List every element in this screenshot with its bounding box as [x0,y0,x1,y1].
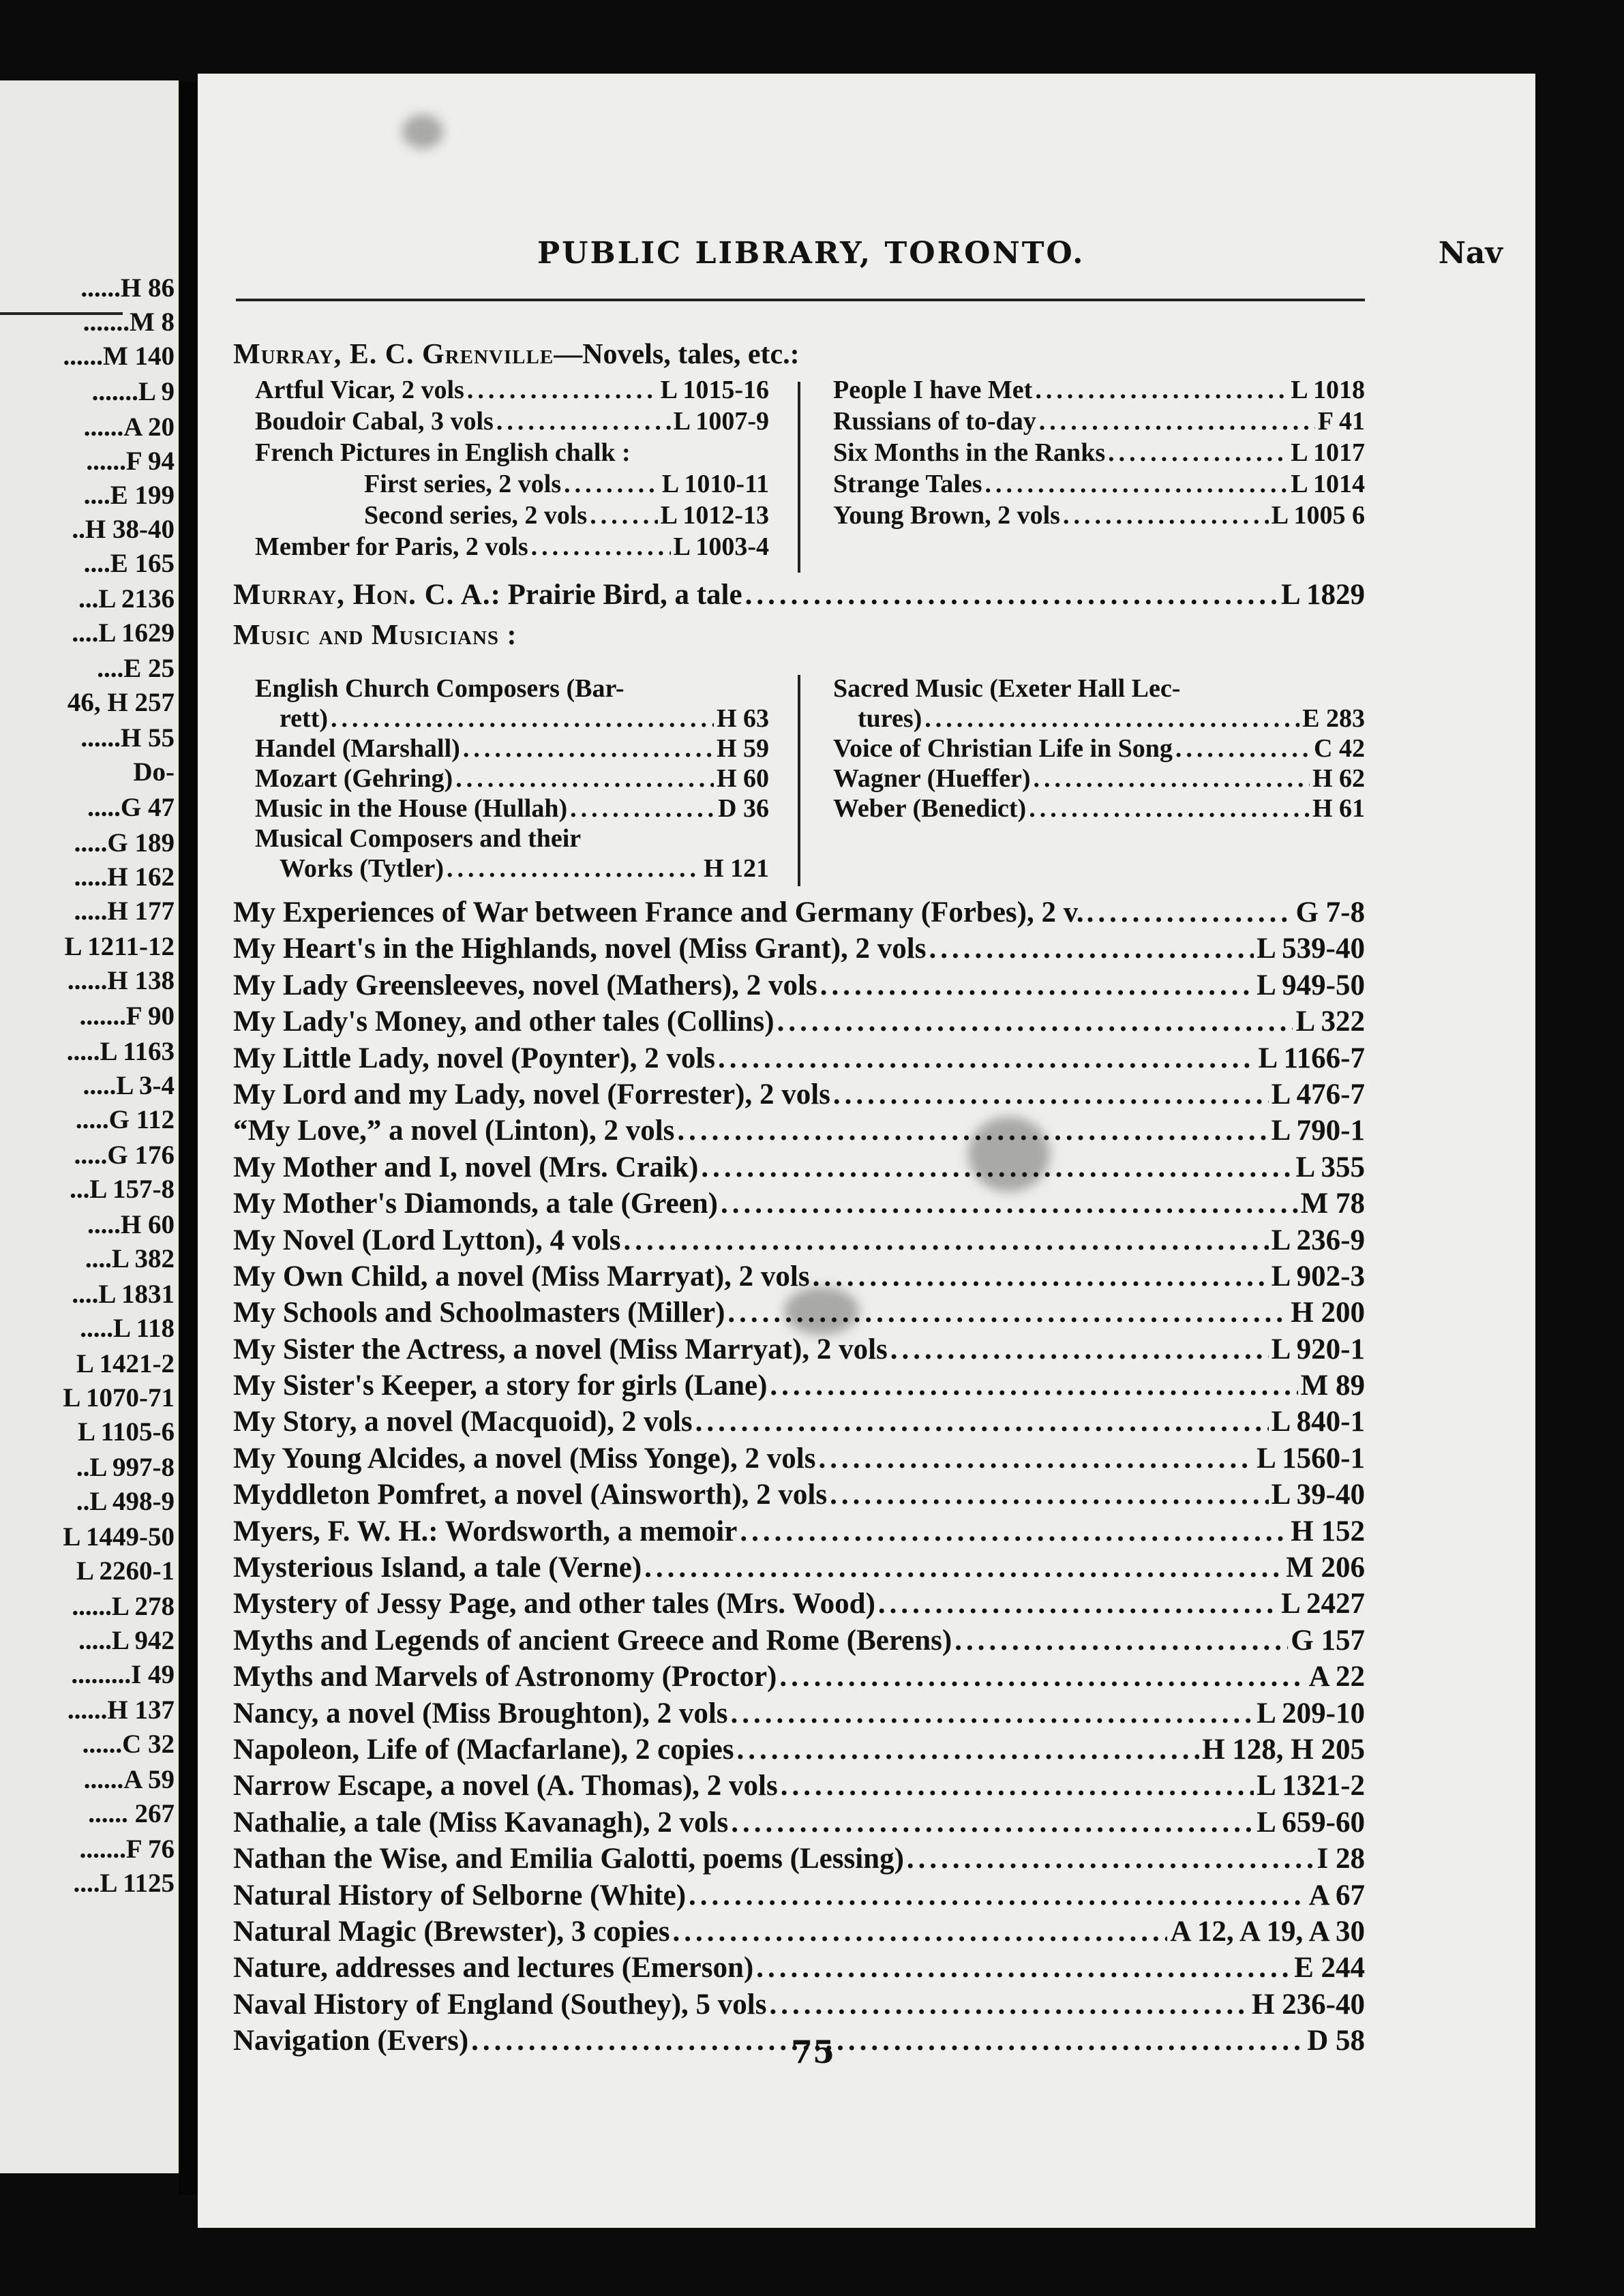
catalogue-entry [233,1842,1365,1878]
left-page-line: ...L 157-8 [70,1175,175,1204]
left-page-line: ....L 1629 [72,618,175,648]
catalogue-page [198,74,1535,2228]
entry-title: My Own Child, a novel (Miss Marryat), 2 vols [233,1260,810,1293]
left-page-line: ...L 2136 [78,584,175,614]
shelf-mark: A 22 [1308,1661,1365,1693]
shelf-mark: E 283 [1302,704,1365,733]
entry-title: Wagner (Hueffer) [833,764,1031,793]
dot-leader [677,1114,1268,1147]
shelf-mark: H 128, H 205 [1202,1733,1365,1766]
left-page-line: ...... 267 [88,1799,175,1828]
shelf-mark: D 36 [718,794,769,823]
left-page-line: .....H 60 [87,1210,175,1239]
dot-leader [833,1078,1269,1111]
shelf-mark: L 920-1 [1271,1333,1365,1365]
catalogue-entry [233,1988,1365,2024]
shelf-mark: L 1012-13 [660,501,769,530]
dot-leader [689,1879,1306,1912]
heading-rest: —Novels, tales, etc.: [554,339,800,370]
shelf-mark: G 7-8 [1295,896,1365,928]
shelf-mark: L 539-40 [1257,933,1365,965]
shelf-mark: L 209-10 [1257,1697,1365,1729]
music-left-column [255,674,769,883]
left-page-line: ......A 20 [83,412,175,442]
entry-title: Nancy, a novel (Miss Broughton), 2 vols [233,1697,728,1729]
catalogue-row [255,854,769,883]
catalogue-row [255,704,769,734]
entry-title: Mozart (Gehring) [255,764,453,793]
dot-leader [695,1405,1269,1438]
left-page-line: ......A 59 [83,1765,175,1794]
dot-leader [736,1733,1199,1766]
catalogue-row [255,824,769,854]
dot-leader [564,469,659,499]
shelf-mark: H 60 [716,764,769,793]
dot-leader [1039,406,1315,436]
ink-smudge [402,115,443,149]
dot-leader [820,969,1254,1002]
entry-title: Weber (Benedict) [833,794,1027,823]
entry-title: Artful Vicar, 2 vols [255,376,464,404]
entry-title: Myths and Marvels of Astronomy (Proctor) [233,1661,777,1693]
entry-title: My Heart's in the Highlands, novel (Miss Grant), 2 vols [233,933,927,965]
entry-title: My Sister's Keeper, a story for girls (Lane) [233,1370,768,1402]
catalogue-entry [233,896,1365,932]
shelf-mark: L 1005 6 [1271,501,1365,530]
dot-leader [727,1296,1288,1329]
catalogue-entry [233,1879,1365,1915]
left-page-line: .........I 49 [71,1660,175,1689]
left-page-line: ....E 199 [83,481,175,510]
catalogue-entry [233,1078,1365,1114]
left-page-line: .....G 112 [75,1105,175,1134]
dot-leader [467,375,658,405]
dot-leader [447,854,701,883]
guide-word: Nav [1438,236,1503,271]
dot-leader [779,1660,1306,1693]
entry-title: My Story, a novel (Macquoid), 2 vols [233,1406,693,1438]
left-page-line: .....G 176 [74,1141,175,1170]
dot-leader [570,794,715,824]
catalogue-entry [233,969,1365,1005]
dot-leader [1035,375,1288,405]
page-title: PUBLIC LIBRARY, TORONTO. [537,236,1085,271]
dot-leader [769,1988,1249,2021]
dot-leader [1029,794,1310,824]
left-page-line: L 1105-6 [78,1417,175,1447]
catalogue-row [255,375,769,406]
left-page-line: ......M 140 [63,342,175,371]
shelf-mark: C 42 [1314,734,1365,763]
left-page-line: ......H 55 [80,723,175,753]
header-rule [236,299,1365,301]
dot-leader [985,469,1289,499]
entry-title: Six Months in the Ranks [833,438,1106,467]
entry-title: First series, 2 vols [364,470,562,498]
dot-leader [672,1915,1167,1948]
catalogue-entry [233,1951,1365,1987]
catalogue-entry [233,1733,1365,1769]
shelf-mark: G 157 [1291,1624,1365,1657]
section-heading-music: Music and Musicians : [233,620,517,651]
dot-leader [463,734,714,764]
left-page-line: ..L 498-9 [76,1487,175,1516]
catalogue-row [255,532,769,563]
entry-murray-ca [233,578,1365,616]
shelf-mark: M 206 [1286,1552,1365,1584]
entry-title: Handel (Marshall) [255,734,460,763]
shelf-mark: A 67 [1308,1879,1365,1912]
left-page-line: ....L 1831 [72,1280,175,1309]
left-page-line: ......C 32 [82,1729,175,1759]
catalogue-row [833,500,1365,532]
dot-leader [770,1369,1297,1402]
shelf-mark: L 949-50 [1257,969,1365,1001]
shelf-mark: L 902-3 [1271,1260,1365,1293]
shelf-mark: A 12, A 19, A 30 [1170,1915,1365,1948]
murray-ec-right-column [833,375,1365,532]
shelf-mark: L 1166-7 [1258,1042,1365,1074]
dot-leader [731,1697,1254,1730]
left-page-line: ....L 1125 [73,1869,175,1898]
shelf-mark: L 355 [1295,1151,1365,1183]
catalogue-entry [233,1551,1365,1587]
catalogue-entry [233,1915,1365,1951]
entry-title: French Pictures in English chalk : [255,438,631,467]
entry-title: Nature, addresses and lectures (Emerson) [233,1952,754,1984]
shelf-mark: D 58 [1307,2025,1365,2057]
catalogue-row [255,500,769,532]
shelf-mark: L 1560-1 [1257,1442,1365,1475]
catalogue-row [255,764,769,794]
left-page-line: 46, H 257 [67,688,175,717]
shelf-mark: L 322 [1295,1006,1365,1038]
entry-title: My Young Alcides, a novel (Miss Yonge), 2 vols [233,1442,816,1475]
shelf-mark: L 39-40 [1271,1479,1365,1511]
catalogue-entry [233,1769,1365,1805]
catalogue-row [255,734,769,764]
dot-leader [813,1260,1269,1293]
shelf-mark: H 236-40 [1251,1988,1365,2021]
entry-title: Works (Tytler) [280,854,444,883]
catalogue-entry [233,1369,1365,1405]
catalogue-entry [233,1042,1365,1078]
entry-title: rett) [280,704,329,733]
left-page-line: .....G 189 [74,828,175,858]
left-page-line: ....E 25 [97,654,175,683]
shelf-mark: M 78 [1300,1188,1365,1220]
catalogue-row [833,375,1365,406]
entry-title: Member for Paris, 2 vols [255,532,528,561]
left-page-line: ..L 997-8 [76,1453,175,1482]
dot-leader [818,1442,1254,1475]
dot-leader [1063,500,1269,530]
catalogue-row [255,674,769,704]
dot-leader [1034,764,1310,794]
catalogue-entry [233,1624,1365,1660]
catalogue-row [833,406,1365,438]
dot-leader [471,2024,1304,2057]
catalogue-entry [233,1660,1365,1696]
dot-leader [496,406,671,436]
music-right-column [833,674,1365,824]
entry-title: Musical Composers and their [255,824,582,853]
left-page-line: L 1211-12 [64,932,175,961]
entry-title: Naval History of England (Southey), 5 vols [233,1988,767,2021]
entry-title: Mysterious Island, a tale (Verne) [233,1552,642,1584]
shelf-mark: L 1321-2 [1257,1770,1365,1802]
entry-title: Voice of Christian Life in Song [833,734,1173,763]
catalogue-entry [233,1806,1365,1842]
entry-title: My Mother and I, novel (Mrs. Craik) [233,1151,699,1183]
entry-title: Young Brown, 2 vols [833,501,1060,530]
entry-title: Boudoir Cabal, 3 vols [255,407,494,436]
catalogue-row [833,794,1365,824]
shelf-mark: H 200 [1291,1297,1365,1329]
entry-title: Music in the House (Hullah) [255,794,568,823]
shelf-mark: L 476-7 [1271,1078,1365,1111]
author-name: Murray, E. C. Grenville [233,339,554,370]
dot-leader [830,1478,1269,1511]
column-divider [798,675,800,886]
shelf-mark: H 62 [1312,764,1365,793]
dot-leader [331,704,714,734]
entry-title: Navigation (Evers) [233,2025,469,2057]
left-page-line: ......L 278 [72,1592,175,1621]
entry-title: Myddleton Pomfret, a novel (Ainsworth), 2 vols [233,1479,828,1511]
shelf-mark: L 2427 [1280,1588,1365,1620]
shelf-mark: H 152 [1291,1515,1365,1547]
catalogue-row [833,704,1365,734]
dot-leader [455,764,714,794]
entry-title: Myths and Legends of ancient Greece and Rome (Berens) [233,1624,952,1657]
left-page-line: .....L 1163 [66,1037,175,1066]
dot-leader [624,1224,1269,1257]
entry-title: tures) [858,704,922,733]
entry-title: My Little Lady, novel (Poynter), 2 vols [233,1042,716,1074]
shelf-mark: L 840-1 [1271,1406,1365,1438]
catalogue-entry [233,1442,1365,1478]
dot-leader [740,1515,1288,1548]
entry-title: Russians of to-day [833,407,1036,436]
dot-leader [907,1842,1314,1875]
catalogue-entry [233,1333,1365,1369]
entry-title: My Lady's Money, and other tales (Collins) [233,1006,775,1038]
catalogue-row [255,469,769,500]
catalogue-entry [233,1697,1365,1733]
catalogue-row [833,438,1365,469]
entry-title: Natural Magic (Brewster), 3 copies [233,1915,670,1948]
dot-leader [878,1587,1278,1620]
left-page-line: ......H 86 [80,273,175,303]
shelf-mark: L 1015-16 [660,376,769,404]
left-page-line: ......H 138 [67,966,175,995]
entry-title: Mystery of Jessy Page, and other tales (Mrs. Wood) [233,1588,875,1620]
left-page-line: ....E 165 [83,549,175,578]
dot-leader [777,1005,1293,1038]
catalogue-entry [233,1405,1365,1441]
dot-leader [1175,734,1311,764]
running-head [198,236,1535,277]
left-page-line: L 1449-50 [63,1522,175,1552]
dot-leader [731,1806,1254,1839]
left-page-line: ....L 382 [85,1244,175,1273]
dot-leader [644,1551,1283,1584]
shelf-mark: L 236-9 [1271,1224,1365,1256]
shelf-mark: L 1010-11 [661,470,769,498]
shelf-mark: H 121 [703,854,769,883]
dot-leader [890,1333,1269,1366]
entry-title: English Church Composers (Bar- [255,674,625,703]
entry-title: My Mother's Diamonds, a tale (Green) [233,1188,718,1220]
entry-title: Narrow Escape, a novel (A. Thomas), 2 vols [233,1770,778,1802]
catalogue-entry [233,1224,1365,1260]
left-page-line: .....H 177 [74,896,175,926]
left-page-line: .......F 76 [79,1834,175,1864]
catalogue-entry [233,1478,1365,1514]
entry-title: My Sister the Actress, a novel (Miss Marryat), 2 vols [233,1333,888,1365]
catalogue-entry [233,932,1365,968]
left-page-line: L 1421-2 [76,1349,175,1378]
left-page-line: L 2260-1 [76,1556,175,1586]
dot-leader [721,1187,1298,1220]
catalogue-row [833,674,1365,704]
dot-leader [781,1769,1254,1802]
entry-title: Second series, 2 vols [364,501,588,530]
left-page-fragment [0,80,179,2173]
catalogue-entries [233,896,1365,2061]
shelf-mark: I 28 [1317,1843,1365,1875]
dot-leader [1087,896,1293,929]
shelf-mark: H 59 [716,734,769,763]
dot-leader [590,500,657,530]
dot-leader [1108,438,1288,468]
catalogue-row [833,764,1365,794]
shelf-mark: L 1014 [1291,470,1365,498]
catalogue-entry [233,1187,1365,1223]
dot-leader [929,932,1254,965]
entry-title: My Lady Greensleeves, novel (Mathers), 2 vols [233,969,817,1001]
catalogue-entry [233,1515,1365,1551]
shelf-mark: M 89 [1300,1370,1365,1402]
left-page-line: .......L 9 [91,377,175,406]
shelf-mark: H 63 [716,704,769,733]
dot-leader [701,1151,1293,1184]
dot-leader [954,1624,1288,1657]
shelf-mark: E 244 [1294,1952,1365,1984]
left-page-line: ......H 137 [67,1695,175,1725]
left-page-line: ..H 38-40 [72,515,175,544]
left-page-line: .......F 90 [79,1001,175,1031]
shelf-mark: F 41 [1317,407,1365,436]
shelf-mark: L 1007-9 [673,407,769,436]
shelf-mark: L 1017 [1291,438,1365,467]
catalogue-entry [233,1260,1365,1296]
entry-title: Natural History of Selborne (White) [233,1879,687,1912]
dot-leader [718,1042,1255,1075]
shelf-mark: H 61 [1312,794,1365,823]
left-page-line: .....L 3-4 [82,1071,175,1100]
catalogue-entry [233,1296,1365,1332]
catalogue-row [833,469,1365,500]
page-number: 75 [791,2034,835,2070]
column-divider [798,382,800,573]
entry-title: : Prairie Bird, a tale [490,579,742,611]
entry-title: Myers, F. W. H.: Wordsworth, a memoir [233,1515,738,1547]
shelf-mark: L 790-1 [1271,1115,1365,1147]
author-name: Murray, Hon. C. A. [233,579,491,611]
left-page-line: L 1070-71 [63,1383,175,1413]
left-page-line: .....H 162 [74,862,175,892]
entry-title: Napoleon, Life of (Macfarlane), 2 copies [233,1733,734,1766]
left-page-line: .....G 47 [87,793,175,822]
shelf-mark: L 659-60 [1257,1806,1365,1839]
dot-leader [531,532,671,562]
entry-title: Nathan the Wise, and Emilia Galotti, poems (Lessing) [233,1843,904,1875]
catalogue-row [255,406,769,438]
murray-ec-left-column [255,375,769,563]
catalogue-row [833,734,1365,764]
entry-title: People I have Met [833,376,1033,404]
catalogue-row [255,438,769,469]
entry-title: Sacred Music (Exeter Hall Lec- [833,674,1181,703]
catalogue-entry [233,1005,1365,1041]
entry-title: My Lord and my Lady, novel (Forrester), 2 vols [233,1078,830,1111]
catalogue-entry [233,1587,1365,1623]
shelf-mark: L 1018 [1291,376,1365,404]
dot-leader [924,704,1299,734]
left-page-line: .....L 118 [80,1314,175,1343]
catalogue-entry [233,1114,1365,1150]
entry-title: My Schools and Schoolmasters (Miller) [233,1297,725,1329]
section-heading-murray-ec [233,338,800,371]
left-page-line: .......M 8 [82,307,175,337]
left-page-line: ......F 94 [86,447,175,476]
book-gutter [179,82,198,2195]
entry-title: My Experiences of War between France and Germany (Forbes), 2 v. [233,896,1084,928]
shelf-mark: L 1003-4 [673,532,769,561]
dot-leader [756,1951,1291,1984]
left-page-line: .....L 942 [78,1626,175,1655]
entry-title: My Novel (Lord Lytton), 4 vols [233,1224,621,1256]
entry-title: Nathalie, a tale (Miss Kavanagh), 2 vols [233,1806,729,1839]
entry-title: Strange Tales [833,470,982,498]
catalogue-entry [233,1151,1365,1187]
shelf-mark: L 1829 [1280,579,1365,611]
catalogue-row [255,794,769,824]
left-page-line: Do- [133,757,175,787]
entry-title: “My Love,” a novel (Linton), 2 vols [233,1115,675,1147]
